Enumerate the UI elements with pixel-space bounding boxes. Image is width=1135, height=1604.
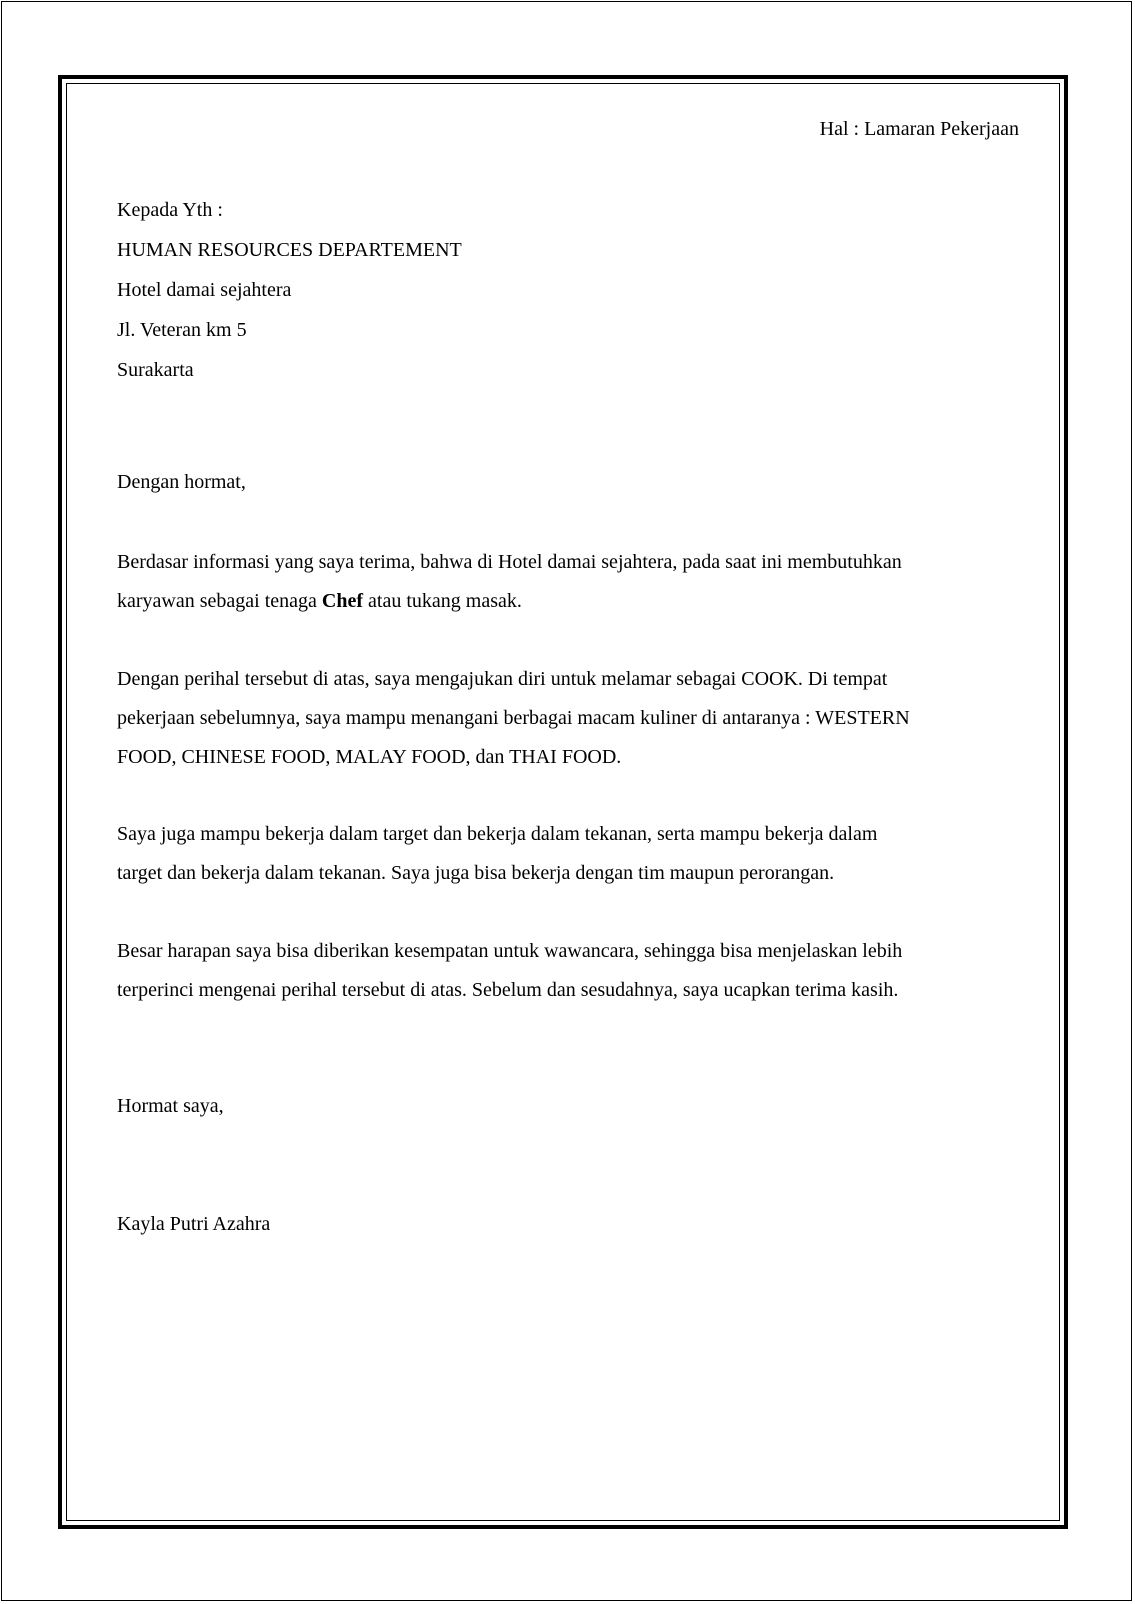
letter-subject: Hal : Lamaran Pekerjaan bbox=[819, 118, 1019, 140]
recipient-company: Hotel damai sejahtera bbox=[117, 279, 292, 301]
paragraph-intro bbox=[117, 543, 1017, 621]
letter-closing: Hormat saya, bbox=[117, 1095, 224, 1117]
paragraph-intro-text: atau tukang masak. bbox=[363, 590, 522, 612]
paragraph-skills bbox=[117, 815, 1017, 893]
paragraph-intro-line: Berdasar informasi yang saya terima, bahwa di Hotel damai sejahtera, pada saat ini membutuhkan bbox=[117, 551, 902, 573]
paragraph-intro-line bbox=[117, 582, 1017, 621]
paragraph-experience bbox=[117, 660, 1017, 777]
paragraph-closing bbox=[117, 932, 1017, 1010]
recipient-address bbox=[117, 190, 462, 390]
paragraph-skills-line: Saya juga mampu bekerja dalam target dan bekerja dalam tekanan, serta mampu bekerja dalam bbox=[117, 823, 878, 845]
recipient-salutation: Kepada Yth : bbox=[117, 199, 223, 221]
signature-name: Kayla Putri Azahra bbox=[117, 1213, 271, 1235]
recipient-street: Jl. Veteran km 5 bbox=[117, 319, 247, 341]
recipient-city: Surakarta bbox=[117, 359, 194, 381]
paragraph-experience-line: pekerjaan sebelumnya, saya mampu menangani berbagai macam kuliner di antaranya : WESTERN bbox=[117, 707, 910, 729]
paragraph-skills-line: target dan bekerja dalam tekanan. Saya juga bisa bekerja dengan tim maupun perorangan. bbox=[117, 862, 835, 884]
paragraph-closing-line: terperinci mengenai perihal tersebut di atas. Sebelum dan sesudahnya, saya ucapkan terima kasih. bbox=[117, 979, 899, 1001]
recipient-department: HUMAN RESOURCES DEPARTEMENT bbox=[117, 239, 462, 261]
paragraph-experience-line: FOOD, CHINESE FOOD, MALAY FOOD, dan THAI FOOD. bbox=[117, 746, 622, 768]
letter-greeting: Dengan hormat, bbox=[117, 471, 246, 493]
paragraph-intro-text: karyawan sebagai tenaga bbox=[117, 590, 322, 612]
position-highlight: Chef bbox=[321, 590, 364, 612]
paragraph-closing-line: Besar harapan saya bisa diberikan kesempatan untuk wawancara, sehingga bisa menjelaskan lebih bbox=[117, 940, 903, 962]
paragraph-experience-line: Dengan perihal tersebut di atas, saya mengajukan diri untuk melamar sebagai COOK. Di tempat bbox=[117, 668, 888, 690]
